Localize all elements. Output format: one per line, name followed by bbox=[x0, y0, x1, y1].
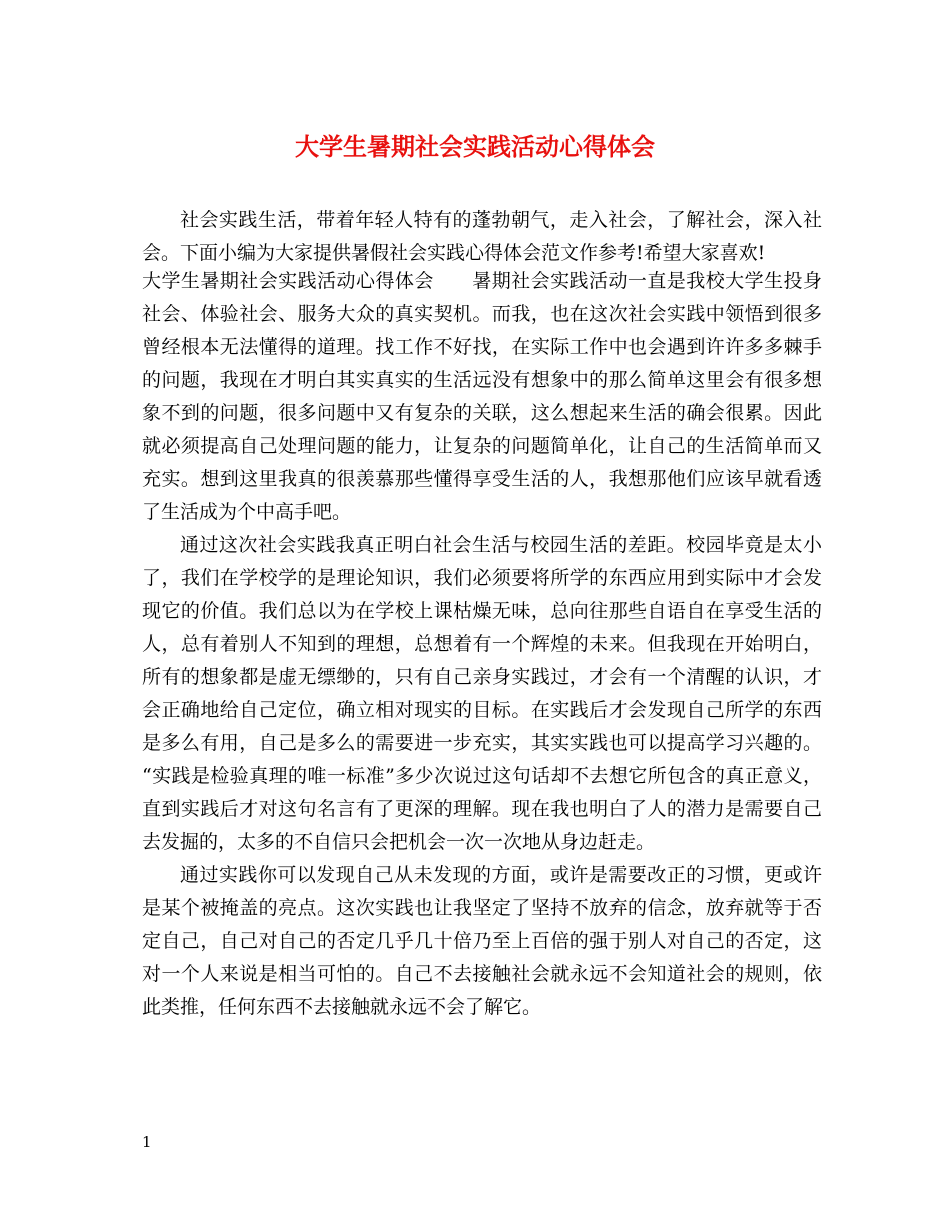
document-title: 大学生暑期社会实践活动心得体会 bbox=[295, 133, 655, 161]
paragraph-line: 社会实践生活，带着年轻人特有的蓬勃朝气，走入社会，了解社会，深入社 bbox=[180, 209, 822, 231]
paragraph-4 bbox=[142, 859, 822, 1024]
paragraph-line: 去发掘的，太多的不自信只会把机会一次一次地从身边赶走。 bbox=[142, 831, 656, 853]
paragraph-line: 是多么有用，自己是多么的需要进一步充实，其实实践也可以提高学习兴趣的。 bbox=[142, 732, 822, 754]
paragraph-line: 所有的想象都是虚无缥缈的，只有自己亲身实践过，才会有一个清醒的认识，才 bbox=[142, 666, 822, 688]
paragraph-1 bbox=[142, 204, 822, 265]
paragraph-line: 人，总有着别人不知到的理想，总想着有一个辉煌的未来。但我现在开始明白， bbox=[142, 633, 822, 655]
paragraph-3 bbox=[142, 529, 822, 859]
paragraph-line: 就必须提高自己处理问题的能力，让复杂的问题简单化，让自己的生活简单而又 bbox=[142, 435, 822, 457]
paragraph-line: 充实。想到这里我真的很羡慕那些懂得享受生活的人，我想那他们应该早就看透 bbox=[142, 468, 822, 490]
paragraph-line: 此类推，任何东西不去接触就永远不会了解它。 bbox=[142, 996, 542, 1018]
paragraph-line: “实践是检验真理的唯一标准”多少次说过这句话却不去想它所包含的真正意义， bbox=[142, 765, 822, 787]
paragraph-line: 通过这次社会实践我真正明白社会生活与校园生活的差距。校园毕竟是太小 bbox=[180, 534, 822, 556]
paragraph-line: 定自己，自己对自己的否定几乎几十倍乃至上百倍的强于别人对自己的否定，这 bbox=[142, 930, 822, 952]
paragraph-line: 的问题，我现在才明白其实真实的生活远没有想象中的那么简单这里会有很多想 bbox=[142, 369, 822, 391]
paragraph-text: 暑期社会实践活动一直是我校大学生投身 bbox=[471, 270, 822, 292]
paragraph-line: 社会、体验社会、服务大众的真实契机。而我，也在这次社会实践中领悟到很多 bbox=[142, 303, 822, 325]
page-number: 1 bbox=[142, 1133, 152, 1151]
paragraph-line: 曾经根本无法懂得的道理。找工作不好找，在实际工作中也会遇到许许多多棘手 bbox=[142, 336, 822, 358]
section-heading: 大学生暑期社会实践活动心得体会 bbox=[142, 270, 434, 292]
paragraph-2 bbox=[142, 265, 822, 529]
paragraph-line: 通过实践你可以发现自己从未发现的方面，或许是需要改正的习惯，更或许 bbox=[180, 864, 822, 886]
paragraph-line: 象不到的问题，很多问题中又有复杂的关联，这么想起来生活的确会很累。因此 bbox=[142, 402, 822, 424]
paragraph-line: 是某个被掩盖的亮点。这次实践也让我坚定了坚持不放弃的信念，放弃就等于否 bbox=[142, 897, 822, 919]
paragraph-line: 了生活成为个中高手吧。 bbox=[142, 501, 352, 523]
document-body bbox=[142, 204, 822, 1024]
paragraph-line: 现它的价值。我们总以为在学校上课枯燥无味，总向往那些自语自在享受生活的 bbox=[142, 600, 822, 622]
paragraph-line: 会。下面小编为大家提供暑假社会实践心得体会范文作参考!希望大家喜欢! bbox=[142, 242, 766, 264]
paragraph-line bbox=[142, 265, 822, 298]
paragraph-line: 了，我们在学校学的是理论知识，我们必须要将所学的东西应用到实际中才会发 bbox=[142, 567, 822, 589]
paragraph-line: 对一个人来说是相当可怕的。自己不去接触社会就永远不会知道社会的规则，依 bbox=[142, 963, 822, 985]
paragraph-line: 直到实践后才对这句名言有了更深的理解。现在我也明白了人的潜力是需要自己 bbox=[142, 798, 822, 820]
paragraph-line: 会正确地给自己定位，确立相对现实的目标。在实践后才会发现自己所学的东西 bbox=[142, 699, 822, 721]
